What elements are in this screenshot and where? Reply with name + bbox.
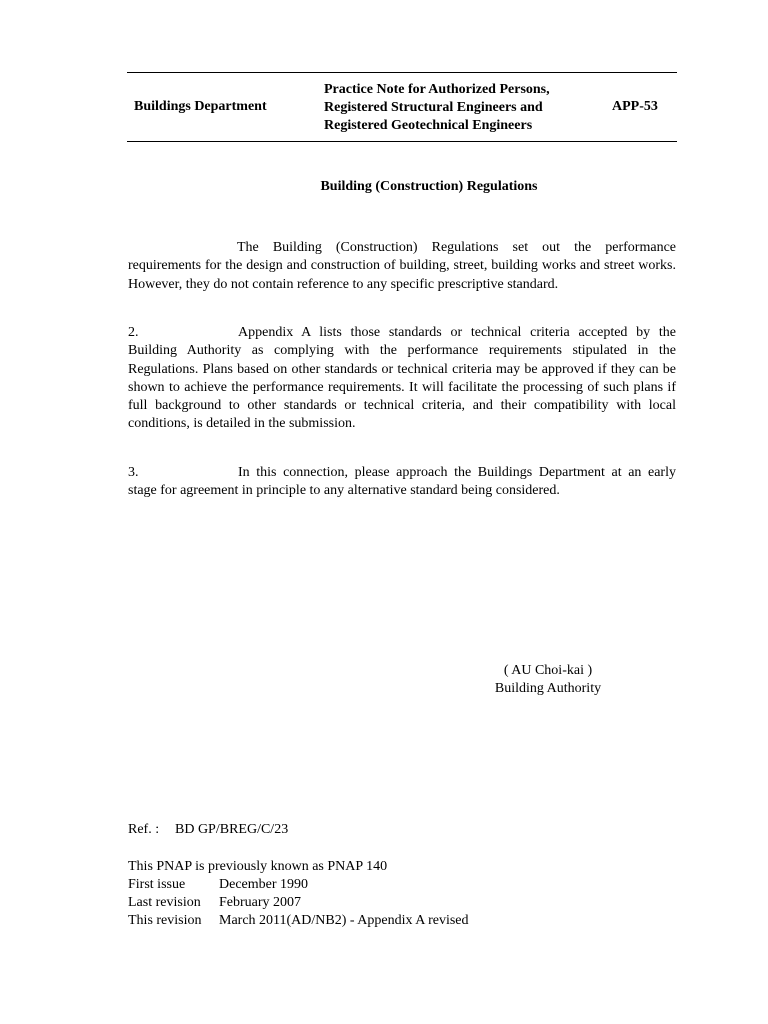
reference-line [128,822,288,838]
header-title [324,81,550,135]
history-row [128,912,469,930]
signatory-title: Building Authority [494,681,602,696]
document-title [0,179,768,195]
header-title-line: Registered Geotechnical Engineers [324,118,533,133]
header-title-line: Practice Note for Authorized Persons, [324,82,550,97]
paragraph-3 [128,464,676,501]
header-department: Buildings Department [134,99,267,114]
history-label: Last revision [128,895,201,910]
header-title-line: Registered Structural Engineers and [324,100,543,115]
header-document-code: APP-53 [612,99,658,114]
document-title-text: Building (Construction) Regulations [320,179,538,194]
paragraph-2 [128,324,676,434]
history-label: First issue [128,877,186,892]
reference-label: Ref. : [128,822,160,837]
reference-value: BD GP/BREG/C/23 [175,822,289,837]
revision-history [128,858,469,930]
history-label: This revision [128,913,202,928]
paragraph-number: 3. [128,465,139,480]
header-top-rule [127,72,677,73]
paragraph-text: The Building (Construction) Regulations set out the performance requirements for the design and construction of building, street, building works and street works. However, they do not contain reference to any specific prescriptive standard. [128,240,676,292]
paragraph-number: 2. [128,325,139,340]
history-row [128,876,469,894]
history-value: December 1990 [219,877,309,892]
signatory-name: ( AU Choi-kai ) [503,663,593,678]
history-value: March 2011(AD/NB2) - Appendix A revised [219,913,469,928]
header-bottom-rule [127,141,677,142]
history-row [128,894,469,912]
paragraph-text: In this connection, please approach the Buildings Department at an early stage for agreement in principle to any alternative standard being considered. [128,465,676,499]
paragraph-1 [128,239,676,294]
previous-name-note: This PNAP is previously known as PNAP 140 [128,859,388,874]
paragraph-text: Appendix A lists those standards or technical criteria accepted by the Building Authority as complying with the performance requirements stipulated in the Regulations. Plans based on other standards or technical criteria may be approved if they can be shown to achieve the performance requirements. It will facilitate the processing of such plans if full background to other standards or technical criteria, and their compatibility with local conditions, is detailed in the submission. [128,325,676,432]
history-value: February 2007 [219,895,302,910]
